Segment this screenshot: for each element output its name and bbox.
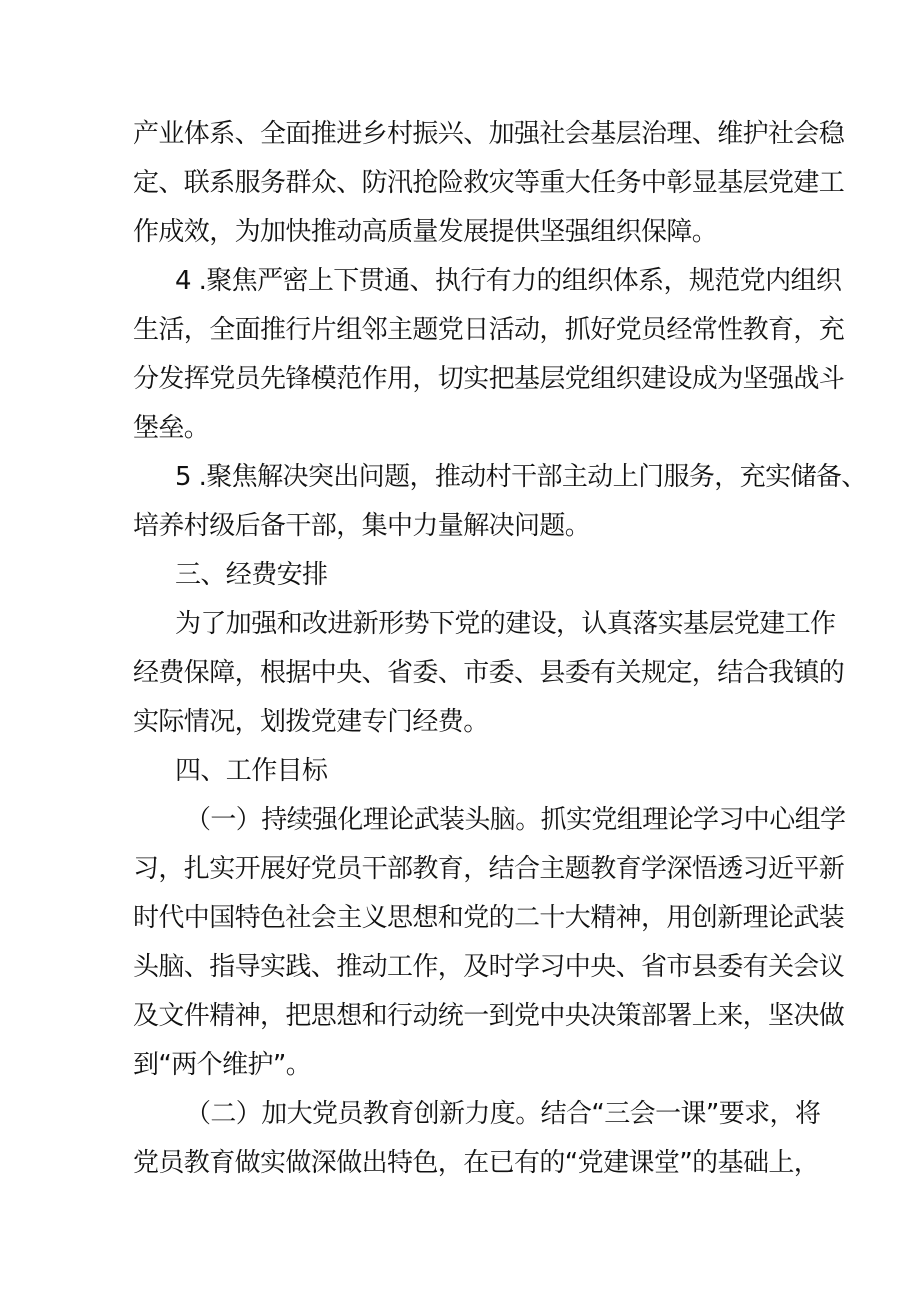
text-line: 产业体系、全面推进乡村振兴、加强社会基层治理、维护社会稳 — [133, 119, 845, 149]
text-line: 头脑、指导实践、推动工作，及时学习中央、省市县委有关会议 — [133, 952, 845, 982]
text-line: 党员教育做实做深做出特色，在已有的“党建课堂”的基础上， — [133, 1148, 820, 1178]
text-line: 培养村级后备干部，集中力量解决问题。 — [133, 511, 591, 541]
section-heading-goals: 四、工作目标 — [175, 756, 328, 786]
list-item-5: 5 .聚焦解决突出问题，推动村干部主动上门服务，充实储备、 — [175, 462, 867, 492]
text-line: 堡垒。 — [133, 413, 210, 443]
text-line: 时代中国特色社会主义思想和党的二十大精神，用创新理论武装 — [133, 903, 845, 933]
text-line: 为了加强和改进新形势下党的建设，认真落实基层党建工作 — [175, 609, 836, 639]
text-line: 分发挥党员先锋模范作用，切实把基层党组织建设成为坚强战斗 — [133, 364, 845, 394]
text-line: 实际情况，划拨党建专门经费。 — [133, 707, 489, 737]
subsection-2: （二）加大党员教育创新力度。结合“三会一课”要求，将 — [185, 1099, 821, 1129]
text-line: 生活，全面推行片组邻主题党日活动，抓好党员经常性教育，充 — [133, 315, 845, 345]
text-line: 经费保障，根据中央、省委、市委、县委有关规定，结合我镇的 — [133, 658, 845, 688]
text-line: 及文件精神，把思想和行动统一到党中央决策部署上来，坚决做 — [133, 1001, 845, 1031]
list-item-4: 4 .聚焦严密上下贯通、执行有力的组织体系，规范党内组织 — [175, 266, 842, 296]
section-heading-funding: 三、经费安排 — [175, 560, 328, 590]
text-line: 作成效，为加快推动高质量发展提供坚强组织保障。 — [133, 217, 718, 247]
subsection-1: （一）持续强化理论武装头脑。抓实党组理论学习中心组学 — [185, 805, 846, 835]
text-line: 习，扎实开展好党员干部教育，结合主题教育学深悟透习近平新 — [133, 854, 845, 884]
text-line: 定、联系服务群众、防汛抢险救灾等重大任务中彰显基层党建工 — [133, 168, 845, 198]
text-line: 到“两个维护”。 — [133, 1050, 312, 1080]
